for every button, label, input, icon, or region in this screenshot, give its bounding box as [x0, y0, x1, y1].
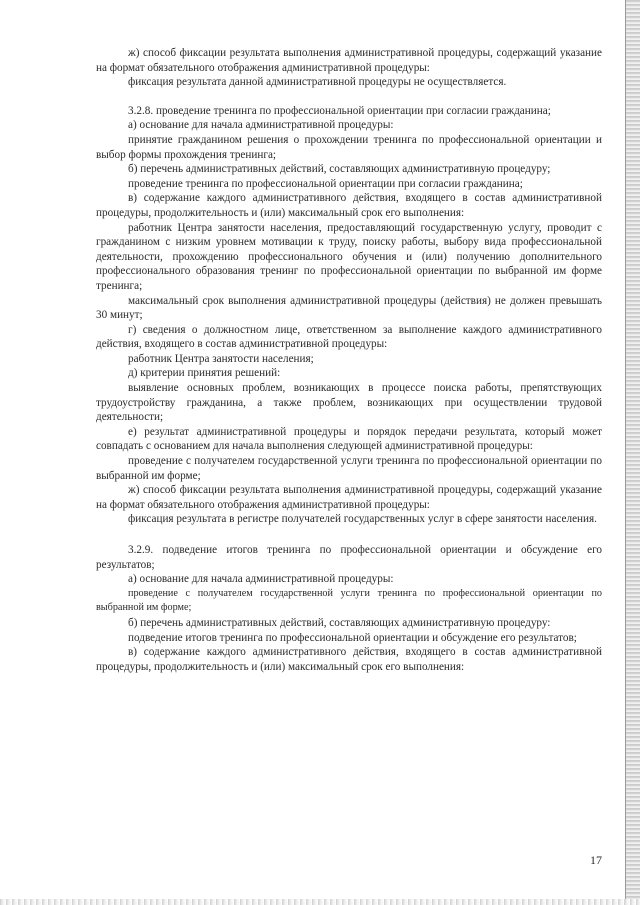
paragraph-conduct-with-recipient: проведение с получателем государственной услуги тренинга по профессиональной ориентации по выбранной им форме; — [96, 587, 602, 614]
paragraph-identify-problems: выявление основных проблем, возникающих в процессе поиска работы, препятствующих трудоустройству гражданина, а также проблем, возникающих при осуществлении трудовой деятельности; — [96, 382, 602, 424]
paragraph-training-result: проведение с получателем государственной услуги тренинга по профессиональной ориентации по выбранной им форме; — [96, 455, 602, 482]
paragraph-item-v-2: в) содержание каждого административного действия, входящего в состав административной процедуры, продолжительность и (или) максимальный срок его выполнения: — [96, 646, 602, 673]
paragraph-item-v: в) содержание каждого административного действия, входящего в состав административной процедуры, продолжительность и (или) максимальный срок его выполнения: — [96, 192, 602, 219]
paragraph-item-b: б) перечень административных действий, составляющих административную процедуру; — [128, 163, 551, 176]
paragraph-register-fixation: фиксация результата в регистре получателей государственных услуг в сфере занятости населения. — [128, 513, 597, 526]
paragraph-summarize: подведение итогов тренинга по профессиональной ориентации и обсуждение его результатов; — [128, 631, 577, 644]
paragraph-item-e: е) результат административной процедуры и порядок передачи результата, который может совпадать с основанием для начала выполнения следующей административной процедуры: — [96, 425, 602, 453]
paragraph-item-a: а) основание для начала административной процедуры: — [128, 119, 394, 132]
section-heading-3-2-8: 3.2.8. проведение тренинга по профессиональной ориентации при согласии гражданина; — [128, 104, 551, 117]
page-number: 17 — [590, 853, 602, 867]
paragraph-item-zh: ж) способ фиксации результата выполнения административной процедуры, содержащий указание на формат обязательного отображения административной процедуры: — [96, 47, 602, 74]
paragraph-decision: принятие гражданином решения о прохождении тренинга по профессиональной ориентации и выбор формы прохождения тренинга; — [96, 133, 602, 161]
scan-bottom-edge — [0, 899, 640, 905]
scan-edge-shadow — [625, 0, 640, 905]
paragraph-employee-conducts: работник Центра занятости населения, предоставляющий государственную услугу, проводит с гражданином с низким уровнем мотивации к труду, поиску работы, выбору вида профессиональной деятельности, прохождению профессионального обучения и (или) получению дополнительного профессионального образования тренинг по профессиональной ориентации по выбранной им форме тренинга; — [96, 221, 602, 292]
paragraph-conduct-training: проведение тренинга по профессиональной ориентации при согласии гражданина; — [128, 177, 523, 190]
paragraph-employee: работник Центра занятости населения; — [128, 352, 314, 365]
paragraph-item-g: г) сведения о должностном лице, ответственном за выполнение каждого административного действия, входящего в состав административной процедуры: — [96, 323, 602, 351]
paragraph-item-b-2: б) перечень административных действий, составляющих административную процедуру: — [128, 616, 551, 629]
paragraph-max-duration: максимальный срок выполнения административной процедуры (действия) не должен превышать 30 минут; — [96, 294, 602, 322]
paragraph-item-d: д) критерии принятия решений: — [128, 367, 281, 380]
paragraph-item-a-2: а) основание для начала административной процедуры: — [128, 573, 394, 586]
paragraph-item-zh-2: ж) способ фиксации результата выполнения административной процедуры, содержащий указание на формат обязательного отображения административной процедуры: — [96, 484, 602, 511]
paragraph-fixation-none: фиксация результата данной административной процедуры не осуществляется. — [128, 76, 507, 89]
document-body — [96, 46, 602, 674]
section-heading-3-2-9: 3.2.9. подведение итогов тренинга по профессиональной ориентации и обсуждение его результатов; — [96, 544, 602, 571]
